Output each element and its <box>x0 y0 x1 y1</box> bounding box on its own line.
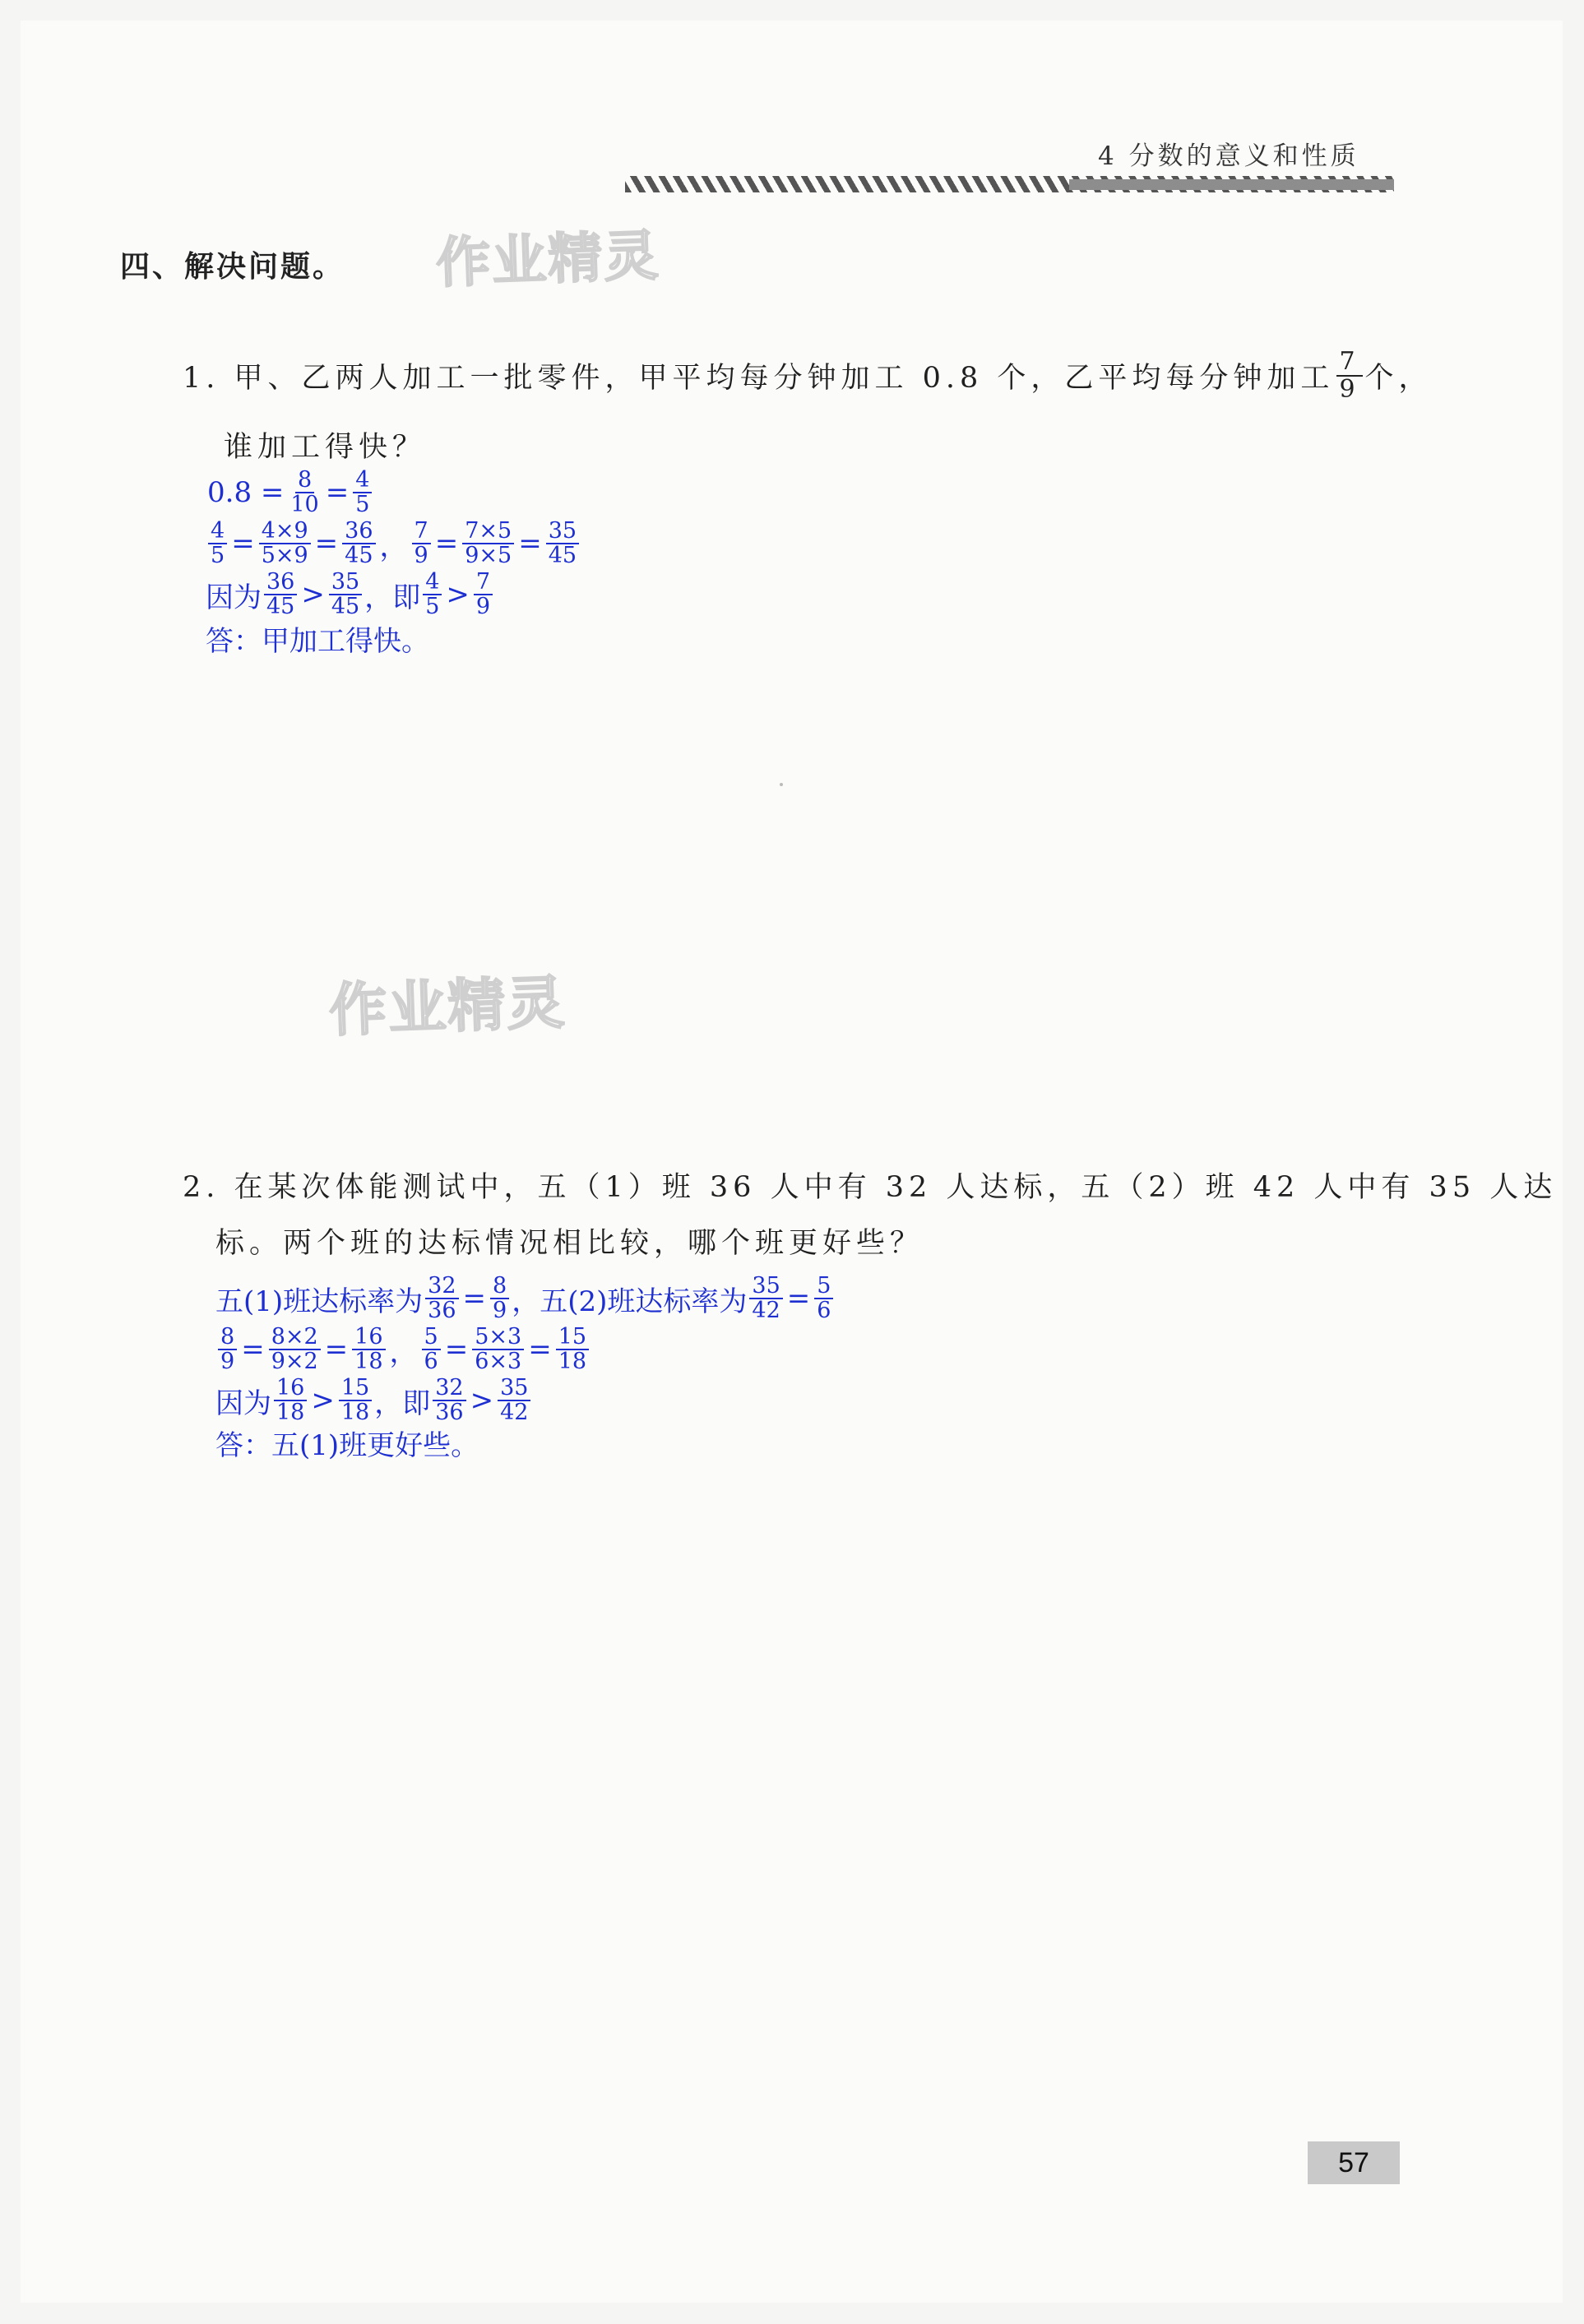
fraction-numerator: 35 <box>546 520 579 544</box>
answer-token: = <box>325 476 350 509</box>
fraction-denominator: 18 <box>354 1349 383 1374</box>
fraction-numerator: 7 <box>474 571 493 595</box>
fraction-denominator: 18 <box>276 1400 305 1425</box>
page-number: 57 <box>1308 2141 1400 2184</box>
chapter-header: 4 分数的意义和性质 <box>1098 141 1359 171</box>
question-1-line-1 <box>183 349 1433 403</box>
fraction-denominator: 9×5 <box>465 543 512 568</box>
fraction <box>749 1275 782 1322</box>
header-gray-bar <box>1069 179 1394 190</box>
fraction <box>472 1326 524 1373</box>
watermark: 作业精灵 <box>327 968 567 1044</box>
fraction-numerator: 7 <box>412 520 431 544</box>
fraction-denominator: 9 <box>475 594 491 619</box>
answer-token: = <box>786 1282 811 1315</box>
fraction <box>353 469 372 516</box>
question-1-fraction <box>1336 349 1362 403</box>
fraction-denominator: 18 <box>558 1349 587 1374</box>
answer-token: 因为 <box>215 1387 271 1420</box>
fraction <box>814 1275 833 1322</box>
fraction-denominator: 6 <box>424 1349 438 1374</box>
fraction <box>342 520 375 567</box>
fraction-numerator: 5×3 <box>472 1326 524 1350</box>
fraction <box>264 571 297 618</box>
answer-token: 0.8 = <box>207 476 285 509</box>
fraction-denominator: 42 <box>500 1400 529 1425</box>
fraction <box>546 520 579 567</box>
fraction-denominator: 9 <box>220 1349 235 1374</box>
answer-token: 五(1)班达标率为 <box>215 1285 424 1318</box>
fraction <box>339 1377 372 1424</box>
fraction <box>259 520 311 567</box>
fraction-denominator: 6×3 <box>475 1349 522 1374</box>
fraction-denominator: 5×9 <box>261 543 308 568</box>
section-title: 四、解决问题。 <box>120 249 345 284</box>
answer-token: = <box>434 527 459 560</box>
answer-token: ，即 <box>364 581 421 614</box>
fraction-numerator: 8×2 <box>269 1326 321 1350</box>
fraction <box>352 1326 385 1373</box>
fraction-denominator: 45 <box>345 543 373 568</box>
fraction-numerator: 7×5 <box>462 520 514 544</box>
fraction-numerator: 7 <box>1336 349 1362 377</box>
q2-answer-equivalence <box>215 1326 591 1373</box>
fraction <box>425 1275 458 1322</box>
fraction-denominator: 36 <box>435 1400 464 1425</box>
fraction-denominator: 18 <box>340 1400 370 1425</box>
fraction-numerator: 4 <box>208 520 227 544</box>
answer-token: = <box>241 1333 265 1366</box>
question-1-line-2: 谁加工得快？ <box>224 431 427 464</box>
fraction-numerator: 5 <box>814 1275 833 1299</box>
answer-token: ，五(2)班达标率为 <box>512 1285 748 1318</box>
fraction-numerator: 4×9 <box>259 520 311 544</box>
answer-token: = <box>314 527 339 560</box>
answer-token: = <box>528 1333 552 1366</box>
fraction-numerator: 8 <box>490 1275 509 1299</box>
q2-answer-final: 答：五(1)班更好些。 <box>215 1429 479 1462</box>
fraction-numerator: 8 <box>218 1326 237 1350</box>
answer-token: = <box>518 527 542 560</box>
fraction <box>329 571 362 618</box>
answer-token: = <box>462 1282 487 1315</box>
fraction-numerator: 4 <box>353 469 372 493</box>
answer-token: > <box>470 1384 494 1417</box>
fraction-denominator: 45 <box>331 594 360 619</box>
q2-answer-comparison <box>215 1377 533 1424</box>
answer-token: = <box>231 527 255 560</box>
fraction <box>474 571 493 618</box>
fraction-denominator: 9 <box>414 543 428 568</box>
fraction-denominator: 9 <box>493 1298 507 1323</box>
watermark: 作业精灵 <box>434 224 661 295</box>
answer-token: = <box>444 1333 469 1366</box>
fraction-denominator: 5 <box>211 543 225 568</box>
fraction-numerator: 36 <box>264 571 297 595</box>
q1-answer-conversion <box>206 469 374 516</box>
fraction-numerator: 16 <box>352 1326 385 1350</box>
fraction-denominator: 36 <box>428 1298 456 1323</box>
answer-token: > <box>446 578 470 611</box>
fraction-denominator: 9×2 <box>271 1349 318 1374</box>
speck <box>780 783 783 786</box>
fraction-denominator: 9 <box>1339 375 1360 404</box>
fraction-numerator: 15 <box>556 1326 589 1350</box>
fraction <box>218 1326 237 1373</box>
answer-token: = <box>324 1333 349 1366</box>
fraction <box>462 520 514 567</box>
answer-token: > <box>301 578 325 611</box>
question-2-line-1: 2. 在某次体能测试中，五（1）班 36 人中有 32 人达标，五（2）班 42 人中有 35 人达 <box>183 1171 1558 1204</box>
fraction-numerator: 35 <box>498 1377 530 1401</box>
fraction <box>498 1377 530 1424</box>
fraction-denominator: 10 <box>290 492 319 517</box>
fraction-numerator: 32 <box>425 1275 458 1299</box>
q1-answer-comparison <box>206 571 495 618</box>
fraction-numerator: 35 <box>329 571 362 595</box>
fraction-numerator: 8 <box>295 469 314 493</box>
answer-token: > <box>311 1384 335 1417</box>
answer-token: ， <box>379 530 408 563</box>
fraction <box>433 1377 465 1424</box>
q1-answer-final: 答：甲加工得快。 <box>206 625 429 658</box>
fraction-denominator: 45 <box>266 594 295 619</box>
fraction <box>422 1326 441 1373</box>
fraction <box>269 1326 321 1373</box>
fraction <box>208 520 227 567</box>
answer-token: ，即 <box>374 1387 431 1420</box>
q2-answer-rates <box>215 1275 836 1322</box>
fraction-numerator: 15 <box>339 1377 372 1401</box>
question-2-line-2: 标。两个班的达标情况相比较，哪个班更好些？ <box>215 1227 924 1260</box>
fraction-numerator: 4 <box>423 571 442 595</box>
q1-answer-equivalence <box>206 520 581 567</box>
fraction-denominator: 5 <box>355 492 370 517</box>
answer-token: ， <box>389 1336 418 1369</box>
fraction-denominator: 45 <box>548 543 577 568</box>
fraction-denominator: 42 <box>752 1298 780 1323</box>
fraction <box>423 571 442 618</box>
answer-token: 因为 <box>206 581 262 614</box>
fraction-numerator: 32 <box>433 1377 465 1401</box>
fraction <box>556 1326 589 1373</box>
question-1-text: 1. 甲、乙两人加工一批零件，甲平均每分钟加工 0.8 个，乙平均每分钟加工 <box>183 362 1335 395</box>
fraction <box>274 1377 307 1424</box>
fraction-denominator: 6 <box>817 1298 831 1323</box>
fraction-numerator: 35 <box>749 1275 782 1299</box>
fraction-numerator: 36 <box>342 520 375 544</box>
fraction-numerator: 5 <box>422 1326 441 1350</box>
fraction-denominator: 5 <box>425 594 440 619</box>
fraction <box>412 520 431 567</box>
fraction <box>288 469 321 516</box>
fraction <box>490 1275 509 1322</box>
fraction-numerator: 16 <box>274 1377 307 1401</box>
question-1-tail: 个， <box>1364 362 1433 395</box>
